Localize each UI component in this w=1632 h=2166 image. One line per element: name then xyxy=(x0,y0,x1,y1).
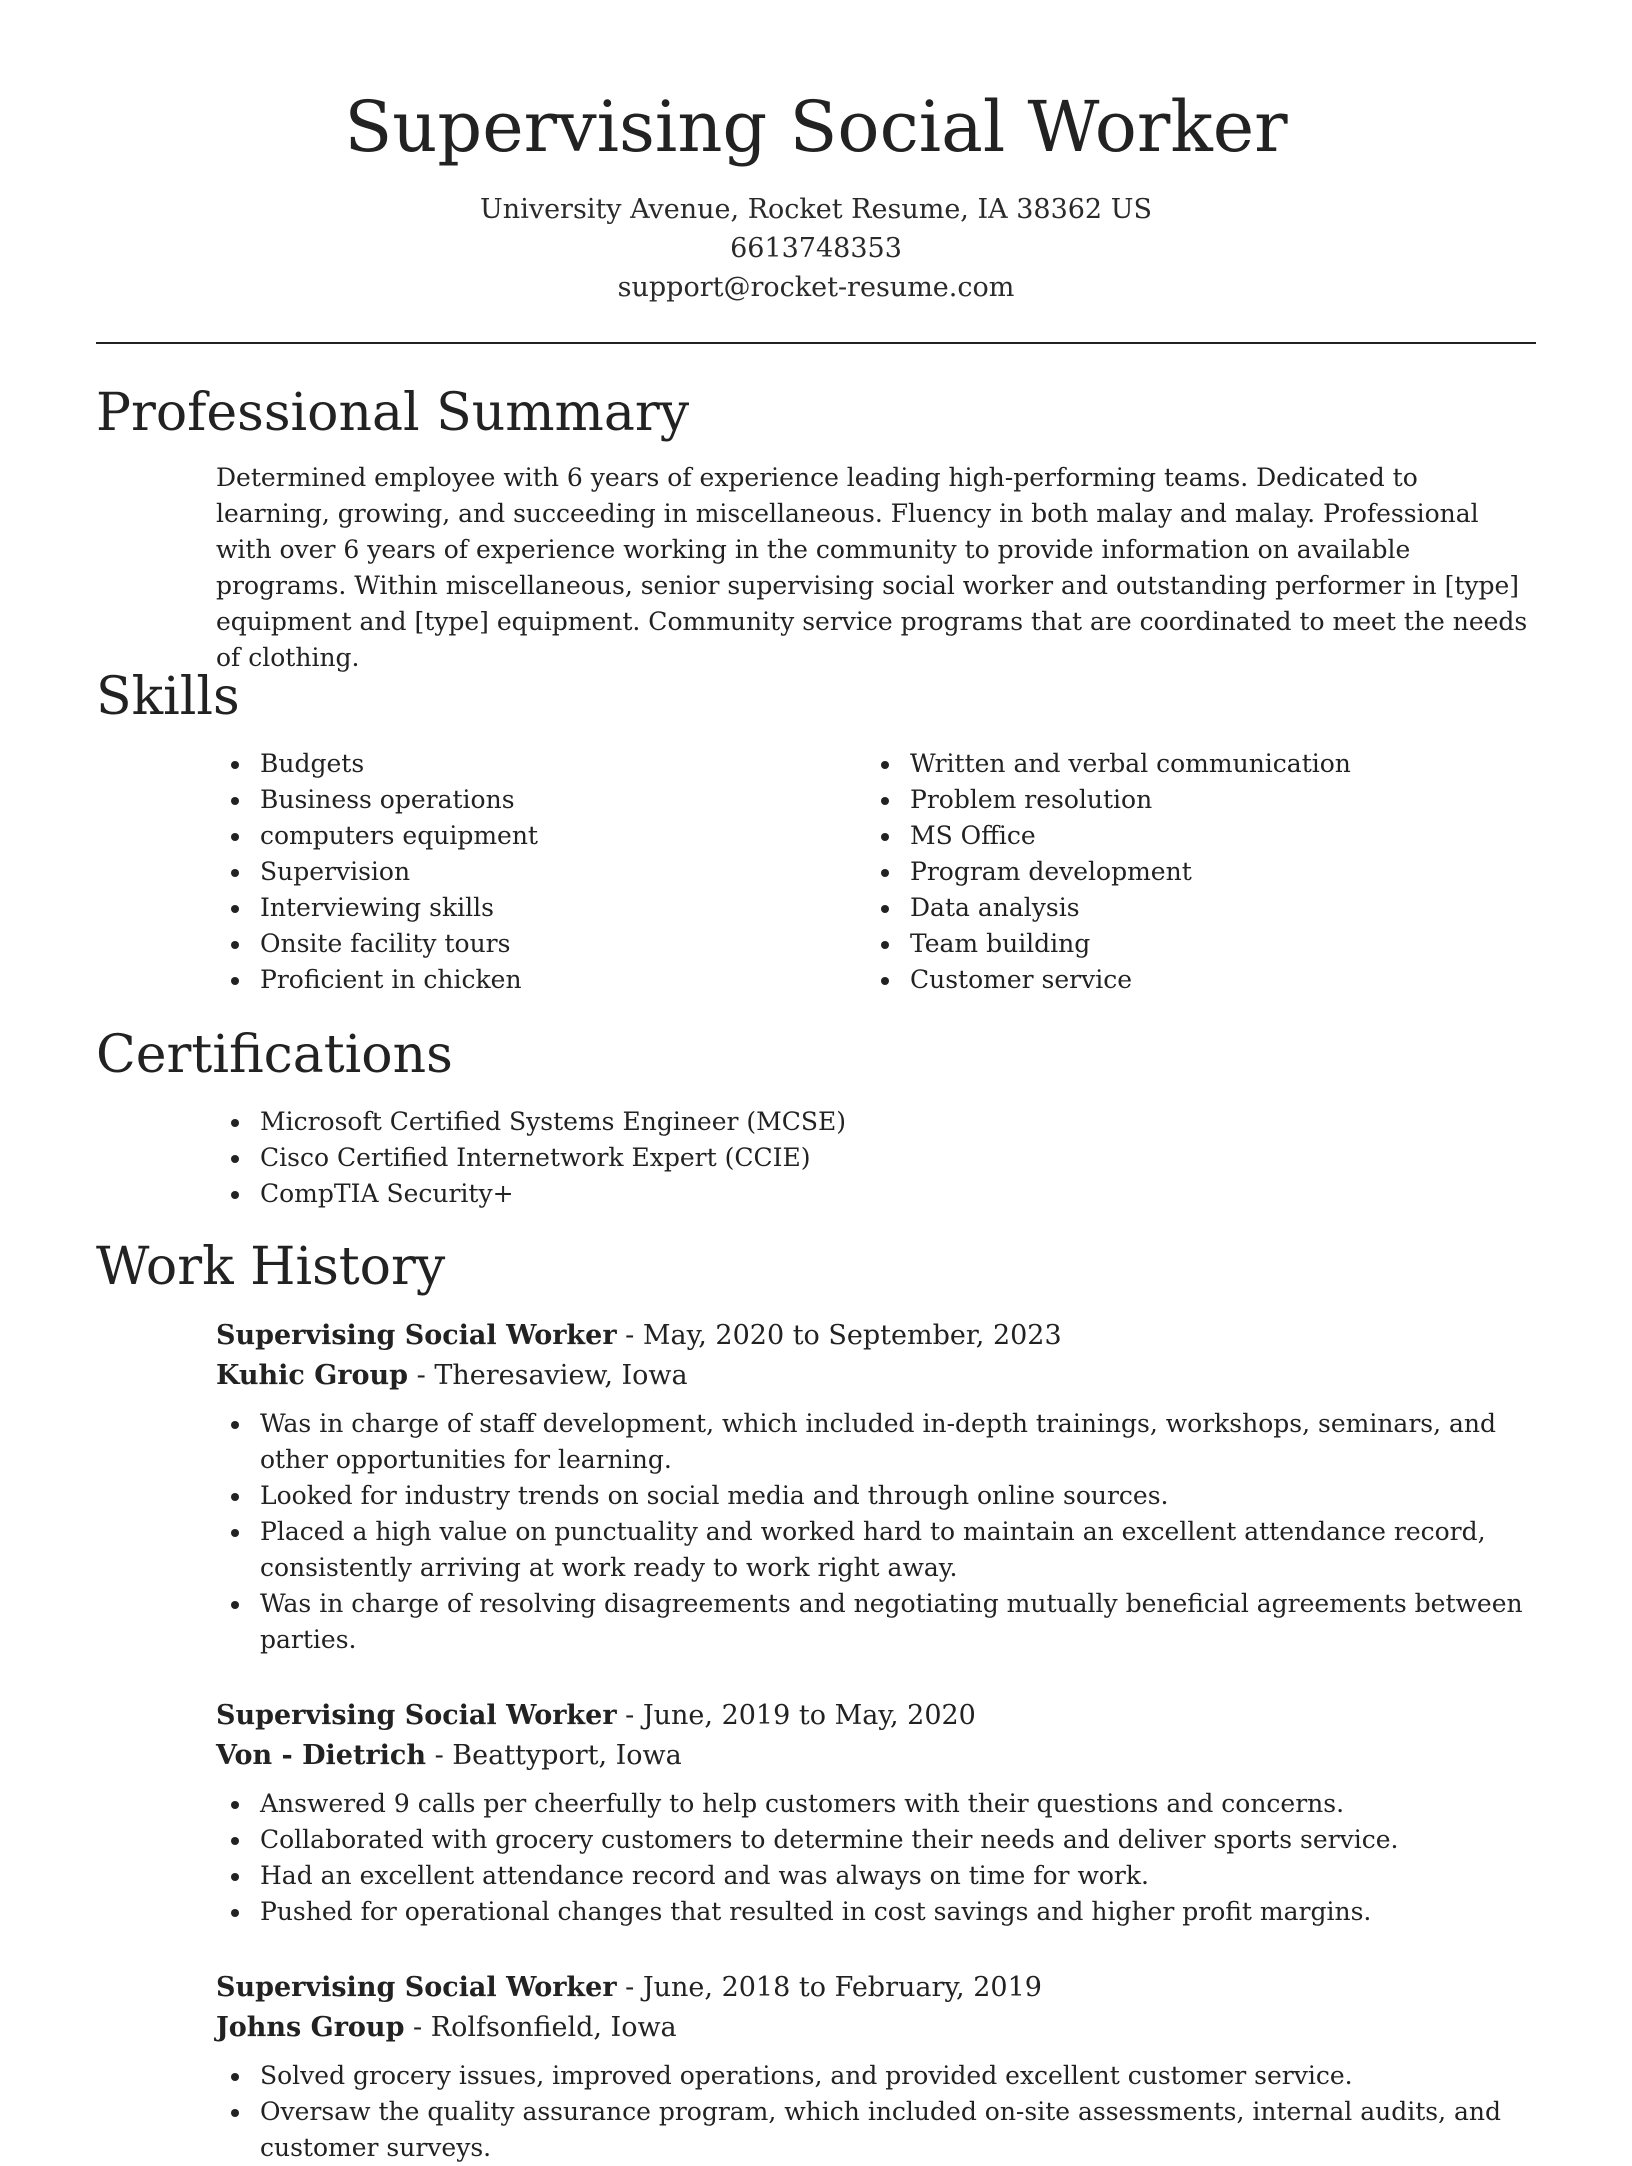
job-company: Kuhic Group xyxy=(216,1360,409,1391)
summary-text: Determined employee with 6 years of experience leading high-performing teams. Dedicated to learning, growing, and succeeding in miscellaneous. Fluency in both malay and malay. Professional with over 6 years of experience working in the community to provide information on available programs. Within miscellaneous, senior supervising social worker and outstanding performer in [type] equipment and [type] equipment. Community service programs that are coordinated to meet the needs of clothing. xyxy=(216,463,1528,672)
skill-item: Onsite facility tours xyxy=(216,926,856,962)
skill-item: Business operations xyxy=(216,782,856,818)
job-title: Supervising Social Worker xyxy=(216,1972,617,2003)
certification-item: Microsoft Certified Systems Engineer (MCSE) xyxy=(216,1104,1536,1140)
job-entry xyxy=(216,1968,1536,2166)
duty-item: Oversaw the quality assurance program, which included on-site assessments, internal audits, and customer surveys. xyxy=(216,2094,1536,2166)
summary-heading: Professional Summary xyxy=(96,383,690,443)
duty-item: Pushed for operational changes that resulted in cost savings and higher profit margins. xyxy=(216,1894,1536,1930)
skill-item: Team building xyxy=(866,926,1506,962)
candidate-name: Supervising Social Worker xyxy=(344,86,1288,168)
job-duties xyxy=(216,2058,1536,2166)
job-entry xyxy=(216,1696,1536,1930)
job-company-line xyxy=(216,1356,1536,1396)
job-duties xyxy=(216,1786,1536,1930)
duty-item: Placed a high value on punctuality and worked hard to maintain an excellent attendance record, consistently arriving at work ready to work right away. xyxy=(216,1514,1536,1586)
skill-item: Customer service xyxy=(866,962,1506,998)
job-duties xyxy=(216,1406,1536,1658)
contact-info xyxy=(0,190,1632,307)
skill-item: computers equipment xyxy=(216,818,856,854)
address: University Avenue, Rocket Resume, IA 38362 US xyxy=(480,194,1152,225)
skill-item: Data analysis xyxy=(866,890,1506,926)
job-title-line xyxy=(216,1696,1536,1736)
resume-header xyxy=(0,0,1632,307)
job-title: Supervising Social Worker xyxy=(216,1700,617,1731)
skill-item: Supervision xyxy=(216,854,856,890)
job-dates: - May, 2020 to September, 2023 xyxy=(616,1320,1062,1351)
skill-item: Budgets xyxy=(216,746,856,782)
skill-item: Interviewing skills xyxy=(216,890,856,926)
certification-item: Cisco Certified Internetwork Expert (CCIE) xyxy=(216,1140,1536,1176)
certification-item: CompTIA Security+ xyxy=(216,1176,1536,1212)
job-company-line xyxy=(216,1736,1536,1776)
duty-item: Looked for industry trends on social media and through online sources. xyxy=(216,1478,1536,1514)
duty-item: Answered 9 calls per cheerfully to help customers with their questions and concerns. xyxy=(216,1786,1536,1822)
skill-item: Written and verbal communication xyxy=(866,746,1506,782)
phone: 6613748353 xyxy=(730,233,902,264)
skill-item: Proficient in chicken xyxy=(216,962,856,998)
job-title-line xyxy=(216,1316,1536,1356)
duty-item: Was in charge of staff development, which included in-depth trainings, workshops, seminars, and other opportunities for learning. xyxy=(216,1406,1536,1478)
job-location: - Beattyport, Iowa xyxy=(426,1740,682,1771)
skill-item: Problem resolution xyxy=(866,782,1506,818)
job-company: Johns Group xyxy=(216,2012,405,2043)
job-location: - Theresaview, Iowa xyxy=(408,1360,688,1391)
job-company-line xyxy=(216,2008,1536,2048)
header-divider xyxy=(96,342,1536,344)
job-company: Von - Dietrich xyxy=(216,1740,426,1771)
job-location: - Rolfsonfield, Iowa xyxy=(404,2012,677,2043)
skills-list-right xyxy=(866,746,1506,998)
job-entry xyxy=(216,1316,1536,1658)
email: support@rocket-resume.com xyxy=(617,272,1015,303)
certifications-heading: Certifications xyxy=(96,1025,453,1085)
skill-item: MS Office xyxy=(866,818,1506,854)
skills-heading: Skills xyxy=(96,667,240,727)
job-title-line xyxy=(216,1968,1536,2008)
skill-item: Program development xyxy=(866,854,1506,890)
duty-item: Was in charge of resolving disagreements and negotiating mutually beneficial agreements between parties. xyxy=(216,1586,1536,1658)
duty-item: Solved grocery issues, improved operations, and provided excellent customer service. xyxy=(216,2058,1536,2094)
skills-list-left xyxy=(216,746,856,998)
job-dates: - June, 2018 to February, 2019 xyxy=(616,1972,1042,2003)
certifications-list xyxy=(216,1104,1536,1212)
job-dates: - June, 2019 to May, 2020 xyxy=(616,1700,976,1731)
duty-item: Collaborated with grocery customers to determine their needs and deliver sports service. xyxy=(216,1822,1536,1858)
work-history-heading: Work History xyxy=(96,1237,446,1297)
duty-item: Had an excellent attendance record and was always on time for work. xyxy=(216,1858,1536,1894)
job-title: Supervising Social Worker xyxy=(216,1320,617,1351)
